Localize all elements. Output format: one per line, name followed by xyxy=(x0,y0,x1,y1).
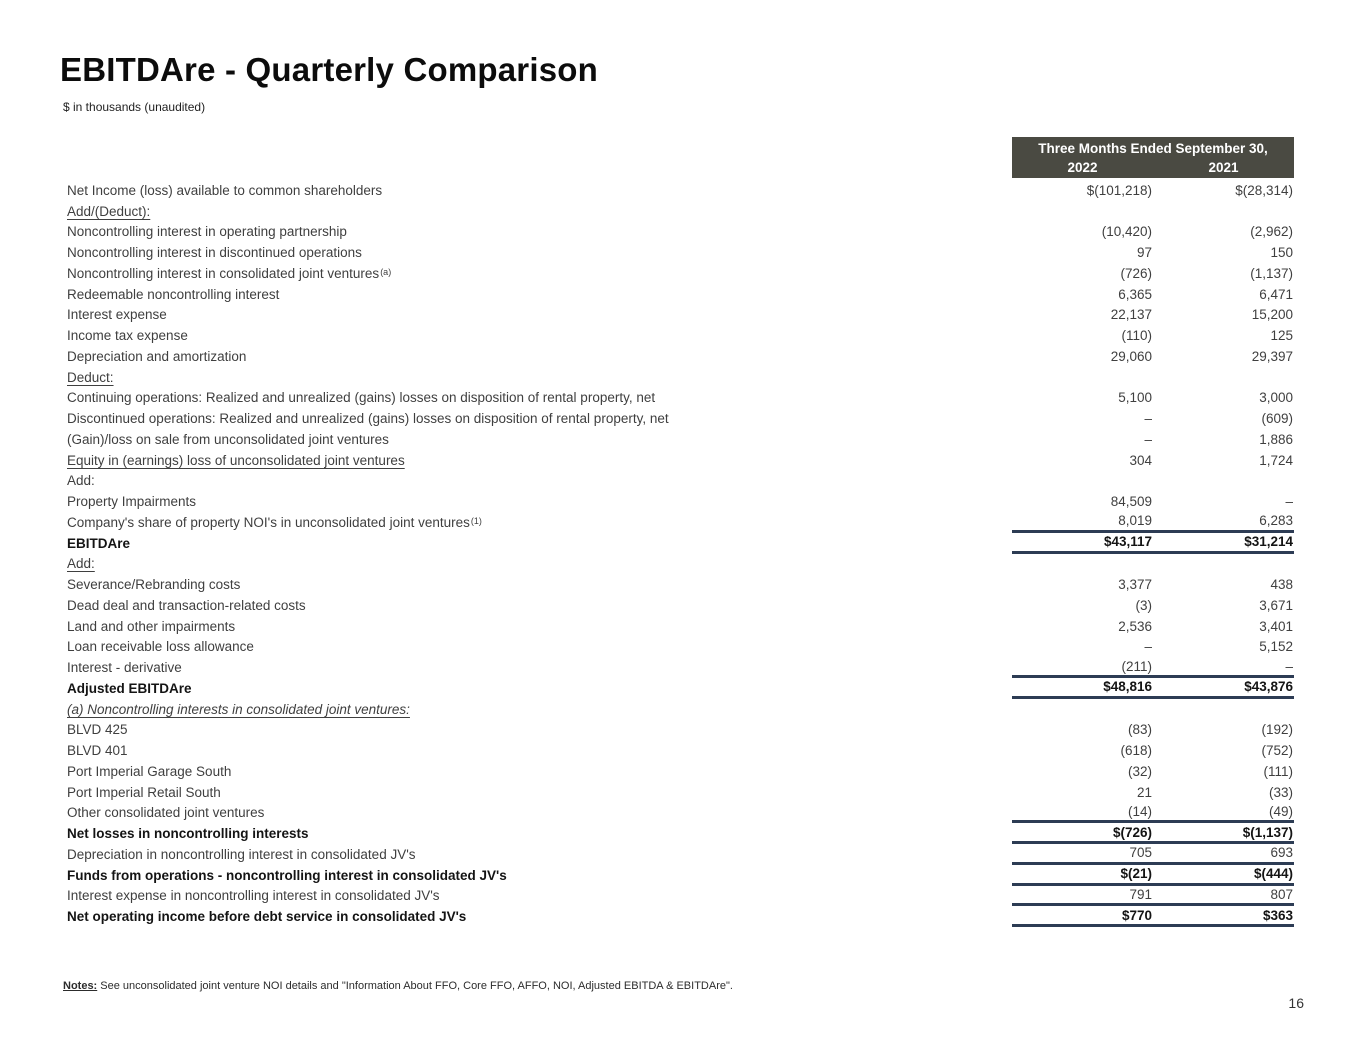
value-2022 xyxy=(1012,471,1153,492)
value-2022: (110) xyxy=(1121,328,1152,344)
value-2022: 21 xyxy=(1136,784,1152,800)
value-2021: – xyxy=(1285,494,1293,510)
value-2022: 97 xyxy=(1136,245,1152,261)
value-2021: (192) xyxy=(1261,722,1293,738)
value-2022 xyxy=(1012,699,1153,720)
row-label: Company's share of property NOI's in unconsolidated joint ventures $^{(1)}$ xyxy=(67,514,482,530)
value-2021 xyxy=(1153,554,1294,575)
row-label: Net Income (loss) available to common shareholders xyxy=(67,182,383,198)
value-2021: 693 xyxy=(1153,844,1294,865)
table-row xyxy=(67,761,1294,782)
row-label: Interest expense xyxy=(67,307,167,323)
value-2022: 3,377 xyxy=(1118,577,1152,593)
value-2021: $(1,137) xyxy=(1153,823,1294,844)
value-2021: 6,471 xyxy=(1259,286,1293,302)
value-2021: (609) xyxy=(1261,411,1293,427)
value-2022: $770 xyxy=(1012,906,1153,927)
row-label: Add/(Deduct): xyxy=(67,203,151,219)
value-2022: $(21) xyxy=(1012,865,1153,886)
table-row xyxy=(67,325,1294,346)
value-2021: (111) xyxy=(1263,763,1293,779)
table-row xyxy=(67,222,1294,243)
row-label: EBITDAre xyxy=(67,535,131,551)
value-2021: – xyxy=(1153,657,1294,678)
page-number: 16 xyxy=(1288,995,1304,1011)
table-row xyxy=(67,180,1294,201)
row-label: Port Imperial Retail South xyxy=(67,784,221,800)
table-row xyxy=(67,512,1294,533)
row-label: Loan receivable loss allowance xyxy=(67,639,254,655)
table-row xyxy=(67,886,1294,907)
row-label: Deduct: xyxy=(67,369,114,385)
value-2021: 5,152 xyxy=(1259,639,1293,655)
table-row xyxy=(67,657,1294,678)
table-row xyxy=(67,201,1294,222)
row-label: Property Impairments xyxy=(67,494,197,510)
row-label: Land and other impairments xyxy=(67,618,236,634)
value-2022: 5,100 xyxy=(1118,390,1152,406)
table-header xyxy=(1012,137,1294,178)
table-row xyxy=(67,844,1294,865)
row-label: Interest - derivative xyxy=(67,660,182,676)
row-label: Add: xyxy=(67,473,95,489)
value-2022: – xyxy=(1144,411,1152,427)
row-label: Depreciation in noncontrolling interest in consolidated JV's xyxy=(67,846,416,862)
value-2022: 304 xyxy=(1129,452,1152,468)
row-label: Interest expense in noncontrolling interest in consolidated JV's xyxy=(67,888,440,904)
value-2021 xyxy=(1153,699,1294,720)
value-2022: (32) xyxy=(1127,763,1152,779)
value-2022: (211) xyxy=(1012,657,1153,678)
table-row xyxy=(67,408,1294,429)
value-2022: (726) xyxy=(1120,265,1152,281)
value-2021: 150 xyxy=(1270,245,1293,261)
value-2022: 84,509 xyxy=(1110,494,1152,510)
value-2022: 29,060 xyxy=(1110,348,1152,364)
value-2021: $363 xyxy=(1153,906,1294,927)
table-header-period: Three Months Ended September 30, xyxy=(1038,141,1268,156)
value-2021: $31,214 xyxy=(1153,533,1294,554)
value-2021 xyxy=(1153,367,1294,388)
row-label: Income tax expense xyxy=(67,328,188,344)
value-2021: 807 xyxy=(1153,886,1294,907)
table-row xyxy=(67,242,1294,263)
value-2022: $(101,218) xyxy=(1086,182,1152,198)
value-2022: (83) xyxy=(1127,722,1152,738)
page-title: EBITDAre - Quarterly Comparison xyxy=(60,51,598,88)
value-2022 xyxy=(1012,201,1153,222)
table-row xyxy=(67,554,1294,575)
row-label: Net losses in noncontrolling interests xyxy=(67,826,309,842)
row-label: Noncontrolling interest in operating partnership xyxy=(67,224,347,240)
row-label: Noncontrolling interest in discontinued operations xyxy=(67,245,362,261)
value-2021: (33) xyxy=(1268,784,1293,800)
value-2021: 125 xyxy=(1270,328,1293,344)
table-row xyxy=(67,533,1294,554)
table-row xyxy=(67,865,1294,886)
table-row xyxy=(67,450,1294,471)
value-2021: 3,401 xyxy=(1259,618,1293,634)
table-row xyxy=(67,740,1294,761)
table-row xyxy=(67,305,1294,326)
table-row xyxy=(67,429,1294,450)
value-2021: $(28,314) xyxy=(1235,182,1293,198)
value-2022: $48,816 xyxy=(1012,678,1153,699)
table-row xyxy=(67,637,1294,658)
row-label: Severance/Rebranding costs xyxy=(67,577,241,593)
row-label: Adjusted EBITDAre xyxy=(67,680,192,696)
table-row xyxy=(67,803,1294,824)
value-2021: $(444) xyxy=(1153,865,1294,886)
table-row xyxy=(67,263,1294,284)
value-2022: 6,365 xyxy=(1118,286,1152,302)
value-2021: 1,886 xyxy=(1259,431,1293,447)
notes-label: Notes: xyxy=(63,980,98,992)
value-2022: 22,137 xyxy=(1110,307,1152,323)
table-row xyxy=(67,471,1294,492)
row-label: Other consolidated joint ventures xyxy=(67,805,265,821)
value-2022: – xyxy=(1144,639,1152,655)
table-row xyxy=(67,678,1294,699)
row-label: (a) Noncontrolling interests in consolidated joint ventures: xyxy=(67,701,410,717)
value-2021: (2,962) xyxy=(1250,224,1293,240)
table-row xyxy=(67,906,1294,927)
value-2022: (10,420) xyxy=(1101,224,1152,240)
value-2022 xyxy=(1012,554,1153,575)
row-label: Add: xyxy=(67,556,95,572)
row-label: Redeemable noncontrolling interest xyxy=(67,286,280,302)
row-label: Port Imperial Garage South xyxy=(67,763,232,779)
value-2022: 705 xyxy=(1012,844,1153,865)
table-row xyxy=(67,367,1294,388)
row-label: Equity in (earnings) loss of unconsolidated joint ventures xyxy=(67,452,405,468)
table-row xyxy=(67,823,1294,844)
table-header-years xyxy=(1012,159,1294,177)
notes xyxy=(63,980,733,992)
row-label: Depreciation and amortization xyxy=(67,348,247,364)
table-row xyxy=(67,782,1294,803)
row-label: Funds from operations - noncontrolling interest in consolidated JV's xyxy=(67,867,507,883)
page-subtitle: $ in thousands (unaudited) xyxy=(63,100,206,114)
table-row xyxy=(67,491,1294,512)
table-header-2021: 2021 xyxy=(1208,160,1239,175)
row-label: Dead deal and transaction-related costs xyxy=(67,597,306,613)
value-2021: 6,283 xyxy=(1153,512,1294,533)
table-row xyxy=(67,574,1294,595)
table-row xyxy=(67,388,1294,409)
value-2021: 15,200 xyxy=(1251,307,1293,323)
value-2021: (1,137) xyxy=(1250,265,1293,281)
row-label: Continuing operations: Realized and unrealized (gains) losses on disposition of rental property, net xyxy=(67,390,656,406)
value-2021: 1,724 xyxy=(1259,452,1293,468)
value-2021 xyxy=(1153,471,1294,492)
table-row xyxy=(67,699,1294,720)
table-row xyxy=(67,284,1294,305)
value-2021: (752) xyxy=(1261,743,1293,759)
row-label: Discontinued operations: Realized and unrealized (gains) losses on disposition of rental property, net xyxy=(67,411,669,427)
table-header-2022: 2022 xyxy=(1067,160,1098,175)
table-row xyxy=(67,595,1294,616)
value-2021: (49) xyxy=(1153,803,1294,824)
value-2021: 29,397 xyxy=(1251,348,1293,364)
value-2022: – xyxy=(1144,431,1152,447)
table-row xyxy=(67,346,1294,367)
value-2022: (3) xyxy=(1135,597,1152,613)
row-label: (Gain)/loss on sale from unconsolidated joint ventures xyxy=(67,431,389,447)
value-2021: $43,876 xyxy=(1153,678,1294,699)
value-2021: 3,000 xyxy=(1259,390,1293,406)
value-2022: $43,117 xyxy=(1012,533,1153,554)
value-2022: $(726) xyxy=(1012,823,1153,844)
value-2022: 2,536 xyxy=(1118,618,1152,634)
table-row xyxy=(67,616,1294,637)
value-2022: 791 xyxy=(1012,886,1153,907)
table-rows xyxy=(67,180,1294,927)
value-2022: (618) xyxy=(1120,743,1152,759)
value-2021: 438 xyxy=(1270,577,1293,593)
row-label: BLVD 401 xyxy=(67,743,128,759)
value-2021: 3,671 xyxy=(1259,597,1293,613)
value-2022 xyxy=(1012,367,1153,388)
value-2022: (14) xyxy=(1012,803,1153,824)
notes-text: See unconsolidated joint venture NOI details and "Information About FFO, Core FFO, AFFO, NOI, Adjusted EBITDA & EBITDAre". xyxy=(97,980,733,992)
value-2021 xyxy=(1153,201,1294,222)
row-label: BLVD 425 xyxy=(67,722,128,738)
value-2022: 8,019 xyxy=(1012,512,1153,533)
row-label: Net operating income before debt service in consolidated JV's xyxy=(67,909,467,925)
table-row xyxy=(67,720,1294,741)
row-label: Noncontrolling interest in consolidated joint ventures $^{(a)}$ xyxy=(67,265,392,281)
